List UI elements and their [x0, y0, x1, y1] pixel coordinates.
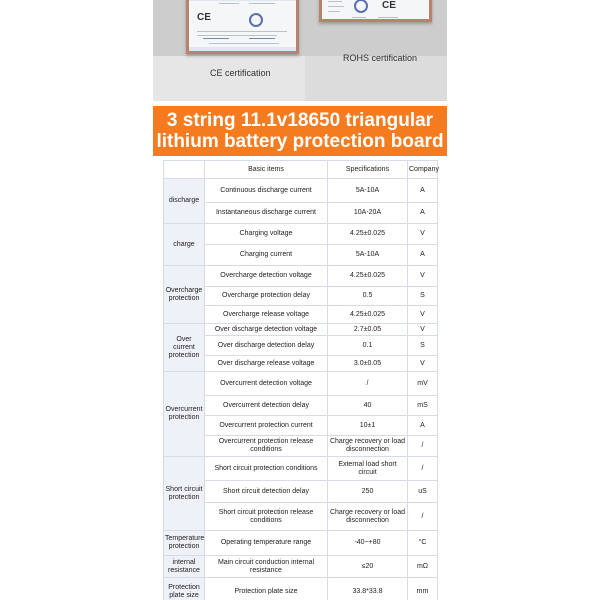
table-row	[164, 556, 438, 578]
unit-cell: A	[408, 203, 438, 224]
unit-cell: A	[408, 416, 438, 436]
table-row	[164, 306, 438, 324]
category-cell: discharge	[164, 179, 205, 224]
specification-cell: 2.7±0.05	[328, 324, 408, 336]
unit-cell: mV	[408, 372, 438, 396]
rohs-certificate-image	[319, 0, 432, 22]
category-cell: Protection plate size	[164, 578, 205, 600]
table-row	[164, 203, 438, 224]
specification-cell: 4.25±0.025	[328, 306, 408, 324]
table-row	[164, 266, 438, 287]
header-basic-items: Basic items	[205, 161, 328, 179]
specification-cell: 4.25±0.025	[328, 266, 408, 287]
item-cell: Continuous discharge current	[205, 179, 328, 203]
unit-cell: V	[408, 356, 438, 372]
specification-cell: Charge recovery or load disconnection	[328, 503, 408, 531]
specification-cell: 5A-10A	[328, 245, 408, 266]
table-row	[164, 224, 438, 245]
item-cell: Over discharge detection voltage	[205, 324, 328, 336]
certificate-seal-icon	[354, 0, 368, 13]
item-cell: Overcharge release voltage	[205, 306, 328, 324]
table-row	[164, 578, 438, 600]
category-cell: Overcurrent protection	[164, 372, 205, 457]
ce-mark: CE	[197, 12, 211, 23]
unit-cell: V	[408, 324, 438, 336]
item-cell: Charging voltage	[205, 224, 328, 245]
item-cell: Over discharge detection delay	[205, 336, 328, 356]
specification-cell: ≤20	[328, 556, 408, 578]
item-cell: Overcurrent detection delay	[205, 396, 328, 416]
title-line-2: lithium battery protection board	[156, 131, 444, 152]
specification-cell: 5A-10A	[328, 179, 408, 203]
item-cell: Charging current	[205, 245, 328, 266]
specification-cell: Charge recovery or load disconnection	[328, 436, 408, 457]
title-line-1: 3 string 11.1v18650 triangular	[166, 110, 434, 131]
rohs-ce-mark: CE	[382, 0, 396, 11]
item-cell: Instantaneous discharge current	[205, 203, 328, 224]
specification-cell: 3.0±0.05	[328, 356, 408, 372]
table-body	[164, 179, 438, 600]
ce-certification-label: CE certification	[210, 68, 271, 78]
specification-cell: 10±1	[328, 416, 408, 436]
table-row	[164, 245, 438, 266]
unit-cell: mm	[408, 578, 438, 600]
table-header-row	[164, 161, 438, 179]
specifications-table-container	[163, 160, 437, 600]
item-cell: Short circuit protection release conditions	[205, 503, 328, 531]
specification-cell: 4.25±0.025	[328, 224, 408, 245]
table-row	[164, 324, 438, 336]
specification-cell: External load short circuit	[328, 457, 408, 481]
unit-cell: uS	[408, 481, 438, 503]
unit-cell: mS	[408, 396, 438, 416]
certificates-section	[153, 0, 447, 101]
table-row	[164, 396, 438, 416]
product-page	[153, 0, 447, 600]
category-cell: Short circuit protection	[164, 457, 205, 531]
item-cell: Short circuit detection delay	[205, 481, 328, 503]
certificate-seal-icon	[249, 13, 263, 27]
specification-cell: 33.8*33.8	[328, 578, 408, 600]
unit-cell: V	[408, 306, 438, 324]
specification-cell: 10A-20A	[328, 203, 408, 224]
header-category	[164, 161, 205, 179]
category-cell: Over current protection	[164, 324, 205, 372]
table-row	[164, 457, 438, 481]
unit-cell: V	[408, 224, 438, 245]
ce-certificate-image	[186, 0, 299, 54]
item-cell: Overcurrent protection release conditions	[205, 436, 328, 457]
item-cell: Overcurrent detection voltage	[205, 372, 328, 396]
table-row	[164, 356, 438, 372]
unit-cell: /	[408, 457, 438, 481]
table-row	[164, 179, 438, 203]
item-cell: Operating temperature range	[205, 531, 328, 556]
item-cell: Main circuit conduction internal resistance	[205, 556, 328, 578]
item-cell: Overcurrent protection current	[205, 416, 328, 436]
specifications-table	[163, 160, 438, 600]
item-cell: Overcharge protection delay	[205, 287, 328, 306]
table-row	[164, 287, 438, 306]
table-row	[164, 503, 438, 531]
unit-cell: A	[408, 245, 438, 266]
category-cell: internal resistance	[164, 556, 205, 578]
specification-cell: /	[328, 372, 408, 396]
table-row	[164, 416, 438, 436]
category-cell: charge	[164, 224, 205, 266]
specification-cell: 0.1	[328, 336, 408, 356]
header-company: Company	[408, 161, 438, 179]
table-row	[164, 436, 438, 457]
item-cell: Short circuit protection conditions	[205, 457, 328, 481]
table-row	[164, 481, 438, 503]
specification-cell: 250	[328, 481, 408, 503]
unit-cell: A	[408, 179, 438, 203]
table-row	[164, 336, 438, 356]
unit-cell: mΩ	[408, 556, 438, 578]
item-cell: Protection plate size	[205, 578, 328, 600]
unit-cell: /	[408, 436, 438, 457]
specification-cell: 0.5	[328, 287, 408, 306]
item-cell: Over discharge release voltage	[205, 356, 328, 372]
category-cell: Overcharge protection	[164, 266, 205, 324]
unit-cell: S	[408, 336, 438, 356]
item-cell: Overcharge detection voltage	[205, 266, 328, 287]
table-row	[164, 531, 438, 556]
unit-cell: /	[408, 503, 438, 531]
specification-cell: -40~+80	[328, 531, 408, 556]
ce-display-stand	[153, 56, 321, 101]
category-cell: Temperature protection	[164, 531, 205, 556]
specification-cell: 40	[328, 396, 408, 416]
unit-cell: S	[408, 287, 438, 306]
header-specifications: Specifications	[328, 161, 408, 179]
table-row	[164, 372, 438, 396]
unit-cell: V	[408, 266, 438, 287]
unit-cell: °C	[408, 531, 438, 556]
rohs-certification-label: ROHS certification	[343, 53, 418, 63]
product-title-banner	[153, 106, 447, 156]
